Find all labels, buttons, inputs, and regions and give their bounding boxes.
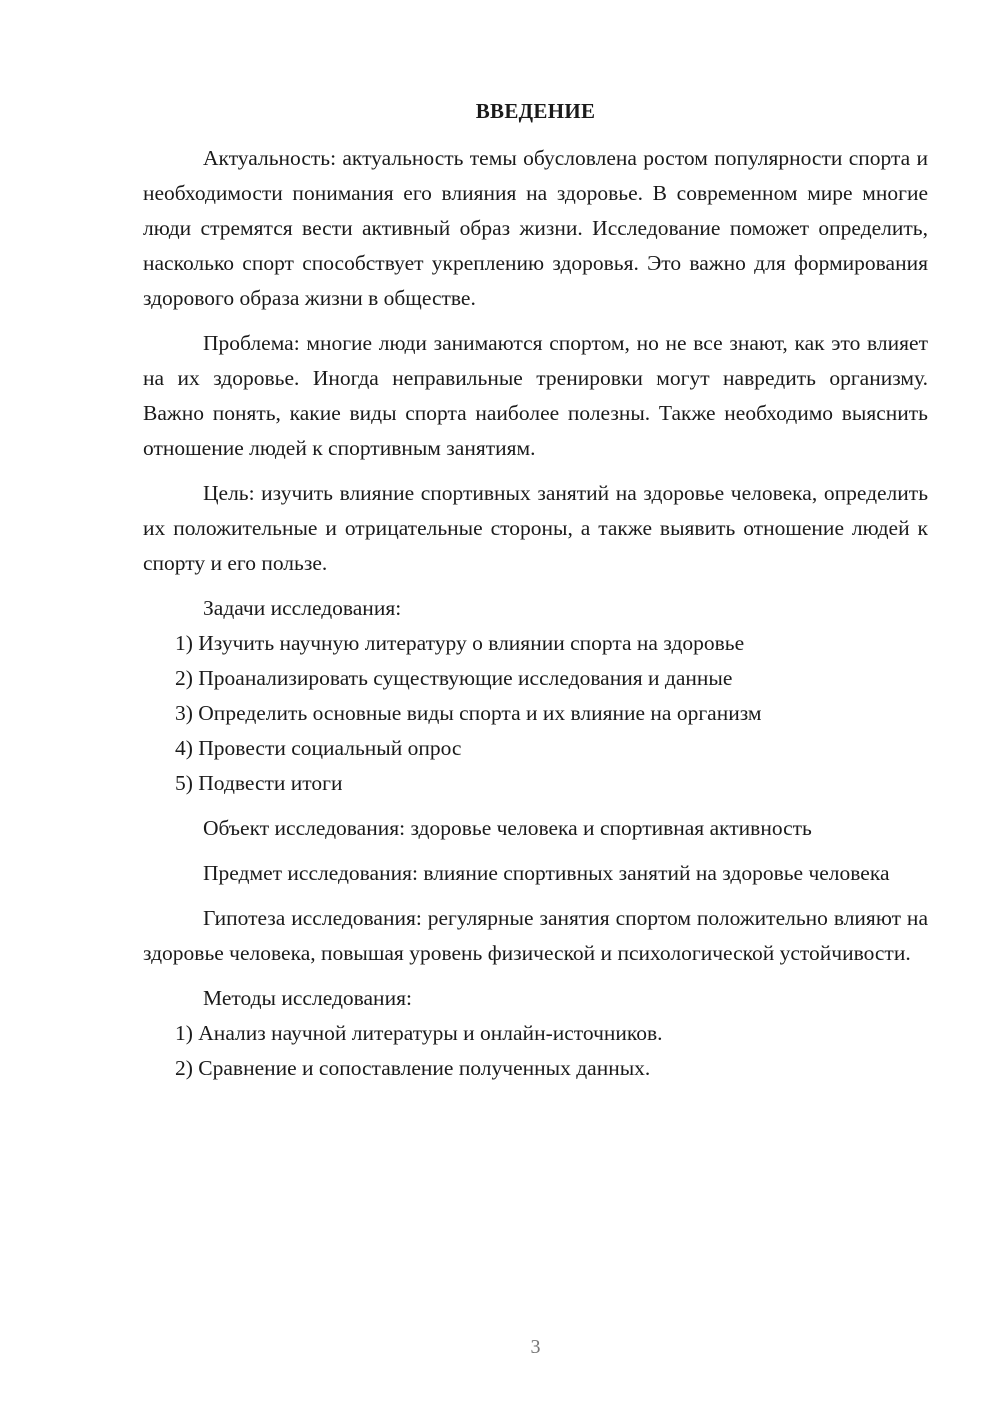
method-item-1: 1) Анализ научной литературы и онлайн-источников. bbox=[175, 1021, 663, 1045]
page-title: ВВЕДЕНИЕ bbox=[475, 99, 596, 123]
task-item-5: 5) Подвести итоги bbox=[175, 771, 343, 795]
task-item-1: 1) Изучить научную литературу о влиянии спорта на здоровье bbox=[175, 631, 745, 655]
methods-heading: Методы исследования: bbox=[203, 986, 412, 1010]
paragraph-hypothesis: Гипотеза исследования: регулярные занятия спортом положительно влияют на здоровье человека, повышая уровень физической и психологической устойчивости. bbox=[143, 906, 928, 965]
document-body bbox=[143, 141, 928, 1086]
page-number: 3 bbox=[530, 1336, 541, 1358]
paragraph-relevance: Актуальность: актуальность темы обусловлена ростом популярности спорта и необходимости понимания его влияния на здоровье. В современном мире многие люди стремятся вести активный образ жизни. Исследование поможет определить, насколько спорт способствует укреплению здоровья. Это важно для формирования здорового образа жизни в обществе. bbox=[143, 146, 928, 310]
paragraph-subject: Предмет исследования: влияние спортивных занятий на здоровье человека bbox=[203, 861, 890, 885]
method-item-2: 2) Сравнение и сопоставление полученных данных. bbox=[175, 1056, 651, 1080]
tasks-heading: Задачи исследования: bbox=[203, 596, 402, 620]
document-page bbox=[143, 0, 928, 1414]
task-item-3: 3) Определить основные виды спорта и их влияние на организм bbox=[175, 701, 762, 725]
task-item-2: 2) Проанализировать существующие исследования и данные bbox=[175, 666, 733, 690]
paragraph-goal: Цель: изучить влияние спортивных занятий на здоровье человека, определить их положительные и отрицательные стороны, а также выявить отношение людей к спорту и его пользе. bbox=[143, 481, 928, 575]
paragraph-object: Объект исследования: здоровье человека и спортивная активность bbox=[203, 816, 812, 840]
paragraph-problem: Проблема: многие люди занимаются спортом, но не все знают, как это влияет на их здоровье. Иногда неправильные тренировки могут навредить организму. Важно понять, какие виды спорта наиболее полезны. Также необходимо выяснить отношение людей к спортивным занятиям. bbox=[143, 331, 928, 460]
task-item-4: 4) Провести социальный опрос bbox=[175, 736, 462, 760]
